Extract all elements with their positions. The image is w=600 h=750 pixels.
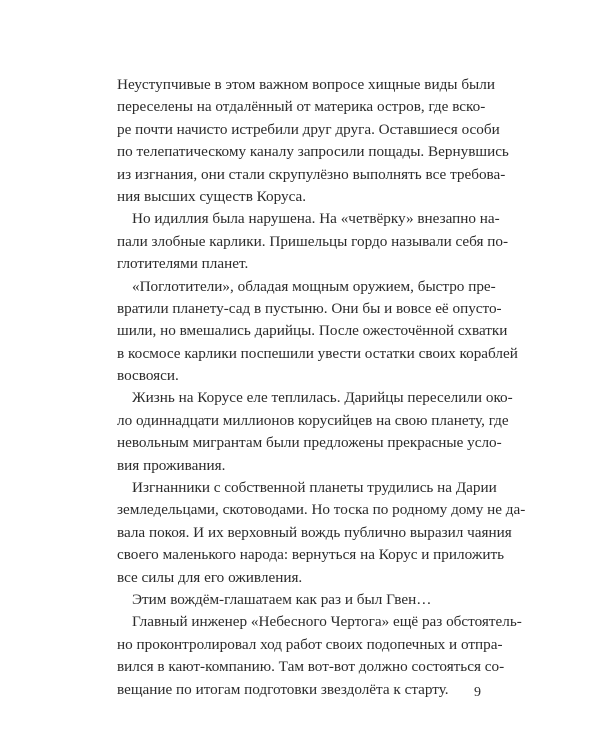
text-line: вился в кают-компанию. Там вот-вот должно состояться со- [117, 658, 505, 676]
text-line: восвояси. [117, 367, 179, 385]
paragraph [117, 276, 518, 388]
text-line: «Поглотители», обладая мощным оружием, быстро пре- [132, 277, 496, 295]
text-line: ния высших существ Коруса. [117, 187, 307, 205]
text-line: вала покоя. И их верховный вождь публично выразил чаяния [117, 523, 512, 541]
page-body [117, 74, 526, 701]
text-line: невольным мигрантам были предложены прекрасные усло- [117, 434, 502, 452]
text-line: вия проживания. [117, 456, 226, 474]
text-line: вещание по итогам подготовки звездолёта к старту. [117, 680, 449, 698]
text-line: ло одиннадцати миллионов корусийцев на свою планету, где [117, 411, 509, 429]
text-line: Но идиллия была нарушена. На «четвёрку» внезапно на- [132, 210, 500, 228]
paragraph [117, 477, 526, 589]
paragraph [117, 74, 509, 208]
text-line: Неуступчивые в этом важном вопросе хищные виды были [117, 76, 495, 93]
text-line: переселены на отдалённый от материка остров, где вско- [117, 98, 486, 116]
text-line: в космосе карлики поспешили увести остатки своих кораблей [117, 344, 518, 362]
text-line: пали злобные карлики. Пришельцы гордо называли себя по- [117, 232, 509, 250]
text-line: Главный инженер «Небесного Чертога» ещё раз обстоятель- [132, 613, 522, 631]
text-line: Изгнанники с собственной планеты трудились на Дарии [132, 479, 497, 497]
paragraph [117, 387, 513, 477]
paragraph [117, 611, 522, 701]
text-line: ре почти начисто истребили друг друга. Оставшиеся особи [117, 120, 500, 138]
text-line: своего маленького народа: вернуться на Корус и приложить [117, 546, 505, 564]
text-line: из изгнания, они стали скрупулёзно выполнять все требова- [117, 165, 506, 183]
text-line: все силы для его оживления. [117, 568, 303, 586]
text-line: Этим вождём-глашатаем как раз и был Гвен… [132, 590, 432, 608]
text-line: но проконтролировал ход работ своих подопечных и отпра- [117, 635, 503, 653]
text-line: шили, но вмешались дарийцы. После ожесточённой схватки [117, 322, 508, 340]
text-line: земледельцами, скотоводами. Но тоска по родному дому не да- [117, 501, 526, 519]
text-line: Жизнь на Корусе еле теплилась. Дарийцы переселили око- [132, 389, 513, 407]
text-line: глотителями планет. [117, 255, 249, 273]
text-line: по телепатическому каналу запросили пощады. Вернувшись [117, 143, 509, 161]
text-line: вратили планету-сад в пустыню. Они бы и вовсе её опусто- [117, 299, 502, 317]
page-number: 9 [474, 685, 481, 700]
paragraph [117, 208, 509, 275]
paragraph [117, 589, 481, 611]
